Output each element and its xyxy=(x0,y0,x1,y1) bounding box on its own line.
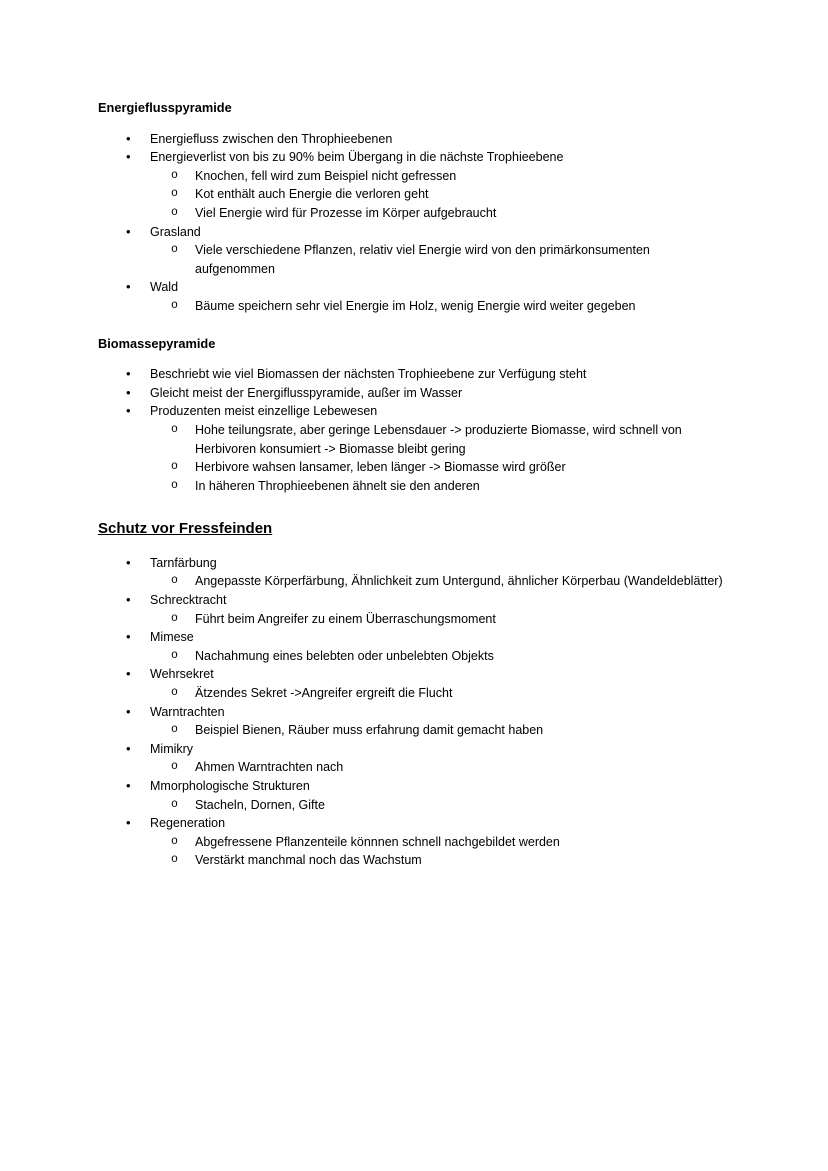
circle-bullet-icon: o xyxy=(171,723,178,737)
circle-bullet-icon: o xyxy=(171,206,178,219)
item-text: Hohe teilungsrate, aber geringe Lebensdauer -> produzierte Biomasse, wird schnell von Herbivoren konsumiert -> Biomasse bleibt gering xyxy=(195,422,682,456)
sub-bullet-item xyxy=(98,833,730,852)
disc-bullet-icon: • xyxy=(126,629,131,645)
item-text: Gleicht meist der Energiflusspyramide, außer im Wasser xyxy=(150,385,463,400)
sub-bullet-item xyxy=(98,758,730,777)
item-text: Wehrsekret xyxy=(150,667,214,682)
circle-bullet-icon: o xyxy=(171,686,178,699)
disc-bullet-icon: • xyxy=(126,554,131,570)
item-text: Energieverlist von bis zu 90% beim Übergang in die nächste Trophieebene xyxy=(150,150,564,165)
sub-bullet-item xyxy=(98,204,730,223)
item-text: Stacheln, Dornen, Gifte xyxy=(195,797,325,812)
bullet-item xyxy=(98,402,730,421)
bullet-item xyxy=(98,814,730,833)
item-text: Mimese xyxy=(150,630,194,645)
circle-bullet-icon: o xyxy=(171,243,178,257)
item-text: Beschriebt wie viel Biomassen der nächsten Trophieebene zur Verfügung steht xyxy=(150,367,587,382)
circle-bullet-icon: o xyxy=(171,797,178,811)
bullet-item xyxy=(98,278,730,297)
section-heading: Schutz vor Fressfeinden xyxy=(98,520,273,538)
item-text: Nachahmung eines belebten oder unbelebten Objekts xyxy=(195,648,494,663)
circle-bullet-icon: o xyxy=(171,648,178,662)
sub-bullet-item xyxy=(98,458,730,477)
sub-bullet-item xyxy=(98,684,730,703)
bullet-item xyxy=(98,665,730,684)
item-text: Abgefressene Pflanzenteile könnnen schnell nachgebildet werden xyxy=(195,834,560,849)
item-text: Viel Energie wird für Prozesse im Körper aufgebraucht xyxy=(195,206,497,220)
bullet-item xyxy=(98,740,730,759)
circle-bullet-icon: o xyxy=(171,187,178,201)
disc-bullet-icon: • xyxy=(126,223,131,239)
circle-bullet-icon: o xyxy=(171,834,178,848)
circle-bullet-icon: o xyxy=(171,853,178,867)
disc-bullet-icon: • xyxy=(126,130,131,146)
circle-bullet-icon: o xyxy=(171,460,178,474)
sub-bullet-item xyxy=(98,185,730,204)
bullet-item xyxy=(98,777,730,796)
disc-bullet-icon: • xyxy=(126,666,131,682)
section-heading: Energieflusspyramide xyxy=(98,100,232,115)
circle-bullet-icon: o xyxy=(171,611,178,625)
item-text: Ätzendes Sekret ->Angreifer ergreift die Flucht xyxy=(195,686,453,700)
disc-bullet-icon: • xyxy=(126,703,131,719)
disc-bullet-icon: • xyxy=(126,149,131,165)
sub-bullet-item xyxy=(98,796,730,815)
circle-bullet-icon: o xyxy=(171,298,178,312)
item-text: Ahmen Warntrachten nach xyxy=(195,760,344,775)
circle-bullet-icon: o xyxy=(171,574,178,588)
bullet-item xyxy=(98,591,730,610)
sub-bullet-item xyxy=(98,167,730,186)
section-heading: Biomassepyramide xyxy=(98,335,216,351)
item-text: Tarnfärbung xyxy=(150,555,217,570)
bullet-item xyxy=(98,365,730,384)
item-text: Mmorphologische Strukturen xyxy=(150,778,310,793)
circle-bullet-icon: o xyxy=(171,478,178,492)
circle-bullet-icon: o xyxy=(171,168,178,182)
item-text: Energiefluss zwischen den Throphieebenen xyxy=(150,131,393,146)
item-text: In häheren Throphieebenen ähnelt sie den anderen xyxy=(195,478,480,493)
disc-bullet-icon: • xyxy=(126,366,131,382)
item-text: Mimikry xyxy=(150,741,194,756)
disc-bullet-icon: • xyxy=(126,384,131,400)
disc-bullet-icon: • xyxy=(126,815,131,831)
sub-bullet-item xyxy=(98,477,730,496)
disc-bullet-icon: • xyxy=(126,592,131,608)
circle-bullet-icon: o xyxy=(171,422,178,436)
bullet-item xyxy=(98,628,730,647)
bullet-item xyxy=(98,148,730,167)
sub-bullet-item xyxy=(98,421,730,458)
sub-bullet-item xyxy=(98,721,730,740)
bullet-item xyxy=(98,554,730,573)
item-text: Kot enthält auch Energie die verloren geht xyxy=(195,187,429,202)
item-text: Knochen, fell wird zum Beispiel nicht gefressen xyxy=(195,168,457,183)
disc-bullet-icon: • xyxy=(126,777,131,793)
bullet-item xyxy=(98,130,730,149)
item-text: Grasland xyxy=(150,224,201,239)
bullet-item xyxy=(98,223,730,242)
item-text: Schrecktracht xyxy=(150,593,227,608)
disc-bullet-icon: • xyxy=(126,403,131,419)
item-text: Warntrachten xyxy=(150,704,225,719)
item-text: Führt beim Angreifer zu einem Überraschungsmoment xyxy=(195,611,496,626)
bullet-item xyxy=(98,384,730,403)
disc-bullet-icon: • xyxy=(126,279,131,295)
item-text: Angepasste Körperfärbung, Ähnlichkeit zum Untergund, ähnlicher Körperbau (Wandeldeblätter) xyxy=(195,574,723,589)
sub-bullet-item xyxy=(98,610,730,629)
item-text: Produzenten meist einzellige Lebewesen xyxy=(150,404,378,419)
bullet-item xyxy=(98,703,730,722)
item-text: Wald xyxy=(150,280,179,295)
item-text: Viele verschiedene Pflanzen, relativ viel Energie wird von den primärkonsumenten aufgenommen xyxy=(195,243,650,276)
sub-bullet-item xyxy=(98,297,730,316)
disc-bullet-icon: • xyxy=(126,740,131,756)
sub-bullet-item xyxy=(98,572,730,591)
item-text: Beispiel Bienen, Räuber muss erfahrung damit gemacht haben xyxy=(195,723,544,738)
item-text: Regeneration xyxy=(150,816,226,831)
item-text: Bäume speichern sehr viel Energie im Holz, wenig Energie wird weiter gegeben xyxy=(195,298,636,313)
sub-bullet-item xyxy=(98,851,730,870)
item-text: Herbivore wahsen lansamer, leben länger -> Biomasse wird größer xyxy=(195,460,566,475)
item-text: Verstärkt manchmal noch das Wachstum xyxy=(195,853,422,868)
sub-bullet-item xyxy=(98,241,730,278)
circle-bullet-icon: o xyxy=(171,760,178,774)
sub-bullet-item xyxy=(98,647,730,666)
